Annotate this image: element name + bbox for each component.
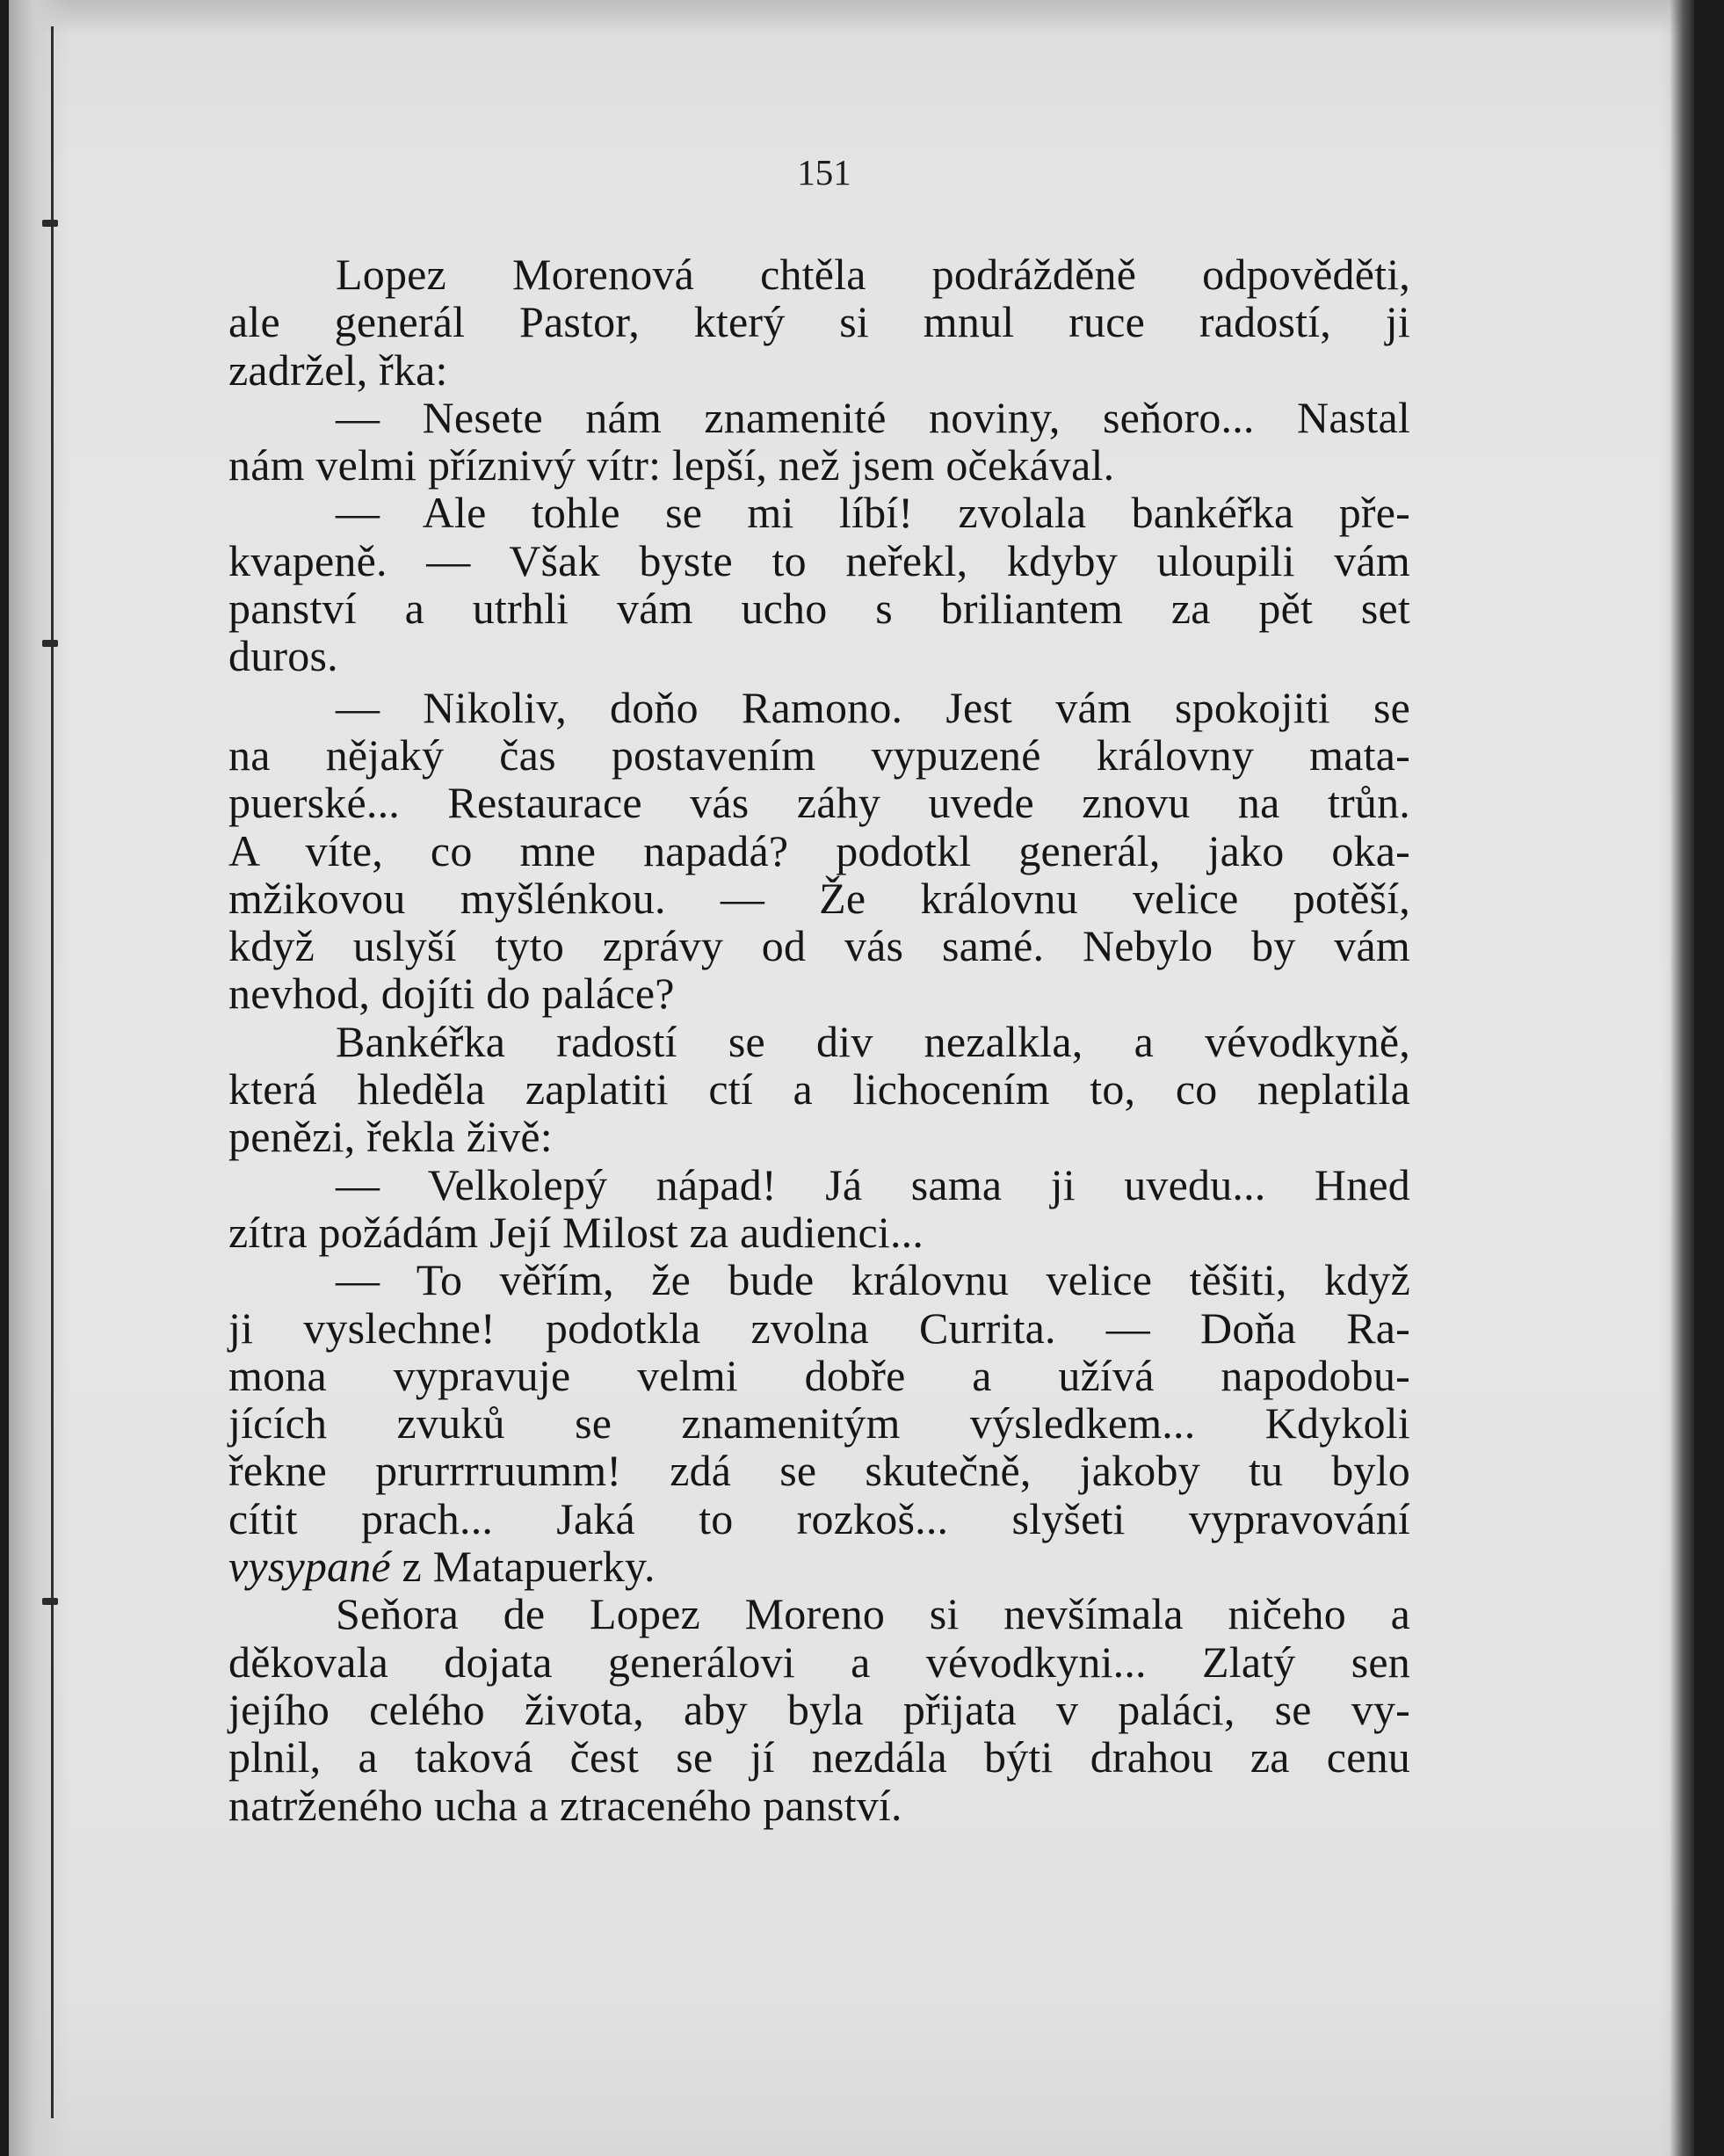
text-line: jejího celého života, aby byla přijata v paláci, se vy- xyxy=(228,1684,1410,1734)
page-top-shadow xyxy=(9,0,1694,35)
text-line: mona vypravuje velmi dobře a užívá napodobu- xyxy=(228,1350,1410,1400)
text-line: — Ale tohle se mi líbí! zvolala bankéřka pře- xyxy=(336,488,1410,538)
page-number: 151 xyxy=(797,152,851,192)
text-line: nám velmi příznivý vítr: lepší, než jsem očekával. xyxy=(228,440,1115,490)
text-line: mžikovou myšlénkou. — Že královnu velice potěší, xyxy=(228,873,1410,923)
text-line: puerské... Restaurace vás záhy uvede znovu na trůn. xyxy=(228,778,1410,828)
text-line: řekne prurrrruumm! zdá se skutečně, jakoby tu bylo xyxy=(228,1446,1410,1496)
text-line: duros. xyxy=(228,631,338,681)
text-line: Bankéřka radostí se div nezalkla, a vévodkyně, xyxy=(336,1016,1410,1066)
text-line: Seňora de Lopez Moreno si nevšímala ničeho a xyxy=(336,1589,1410,1639)
text-line xyxy=(228,1543,1410,1590)
text-line: cítit prach... Jaká to rozkoš... slyšeti vypravování xyxy=(228,1493,1410,1543)
body-text xyxy=(228,250,1410,1829)
binding-mark xyxy=(42,640,58,647)
text-line: panství a utrhli vám ucho s briliantem za pět set xyxy=(228,584,1410,634)
text-line: — To věřím, že bude královnu velice těšiti, když xyxy=(336,1255,1410,1305)
text-line: natrženého ucha a ztraceného panství. xyxy=(228,1780,902,1830)
text-line: když uslyší tyto zprávy od vás samé. Nebylo by vám xyxy=(228,921,1410,971)
page-right-shadow xyxy=(1659,0,1694,2156)
text-line: zadržel, řka: xyxy=(228,345,448,395)
text-line: kvapeně. — Však byste to neřekl, kdyby uloupili vám xyxy=(228,535,1410,585)
text-line: ji vyslechne! podotkla zvolna Currita. — Doňa Ra- xyxy=(228,1303,1410,1353)
text-line: jících zvuků se znamenitým výsledkem... Kdykoli xyxy=(228,1398,1410,1448)
text-line: — Nikoliv, doňo Ramono. Jest vám spokojiti se xyxy=(336,682,1410,732)
text-line: penězi, řekla živě: xyxy=(228,1112,553,1162)
text-line: — Velkolepý nápad! Já sama ji uvedu... Hned xyxy=(336,1159,1410,1209)
text-line: plnil, a taková čest se jí nezdála býti drahou za cenu xyxy=(228,1732,1410,1782)
page-gutter-shadow xyxy=(9,0,70,2156)
text-line: — Nesete nám znamenité noviny, seňoro... Nastal xyxy=(336,392,1410,442)
text-line: nevhod, dojíti do paláce? xyxy=(228,969,675,1019)
binding-mark xyxy=(42,1598,58,1605)
text-line: ale generál Pastor, který si mnul ruce radostí, ji xyxy=(228,297,1410,347)
text-line: na nějaký čas postavením vypuzené královny mata- xyxy=(228,730,1410,780)
line-remainder: z Matapuerky. xyxy=(390,1542,656,1592)
text-line: která hleděla zaplatiti ctí a lichocením to, co neplatila xyxy=(228,1064,1410,1114)
text-line: zítra požádám Její Milost za audienci... xyxy=(228,1207,924,1257)
text-line: Lopez Morenová chtěla podrážděně odpověděti, xyxy=(336,250,1410,299)
italic-word: vysypané xyxy=(228,1542,391,1592)
text-line: A víte, co mne napadá? podotkl generál, jako oka- xyxy=(228,825,1410,875)
binding-mark xyxy=(42,220,58,227)
book-page xyxy=(9,0,1694,2156)
binding-edge xyxy=(51,26,54,2118)
text-line: děkovala dojata generálovi a vévodkyni... Zlatý sen xyxy=(228,1637,1410,1687)
